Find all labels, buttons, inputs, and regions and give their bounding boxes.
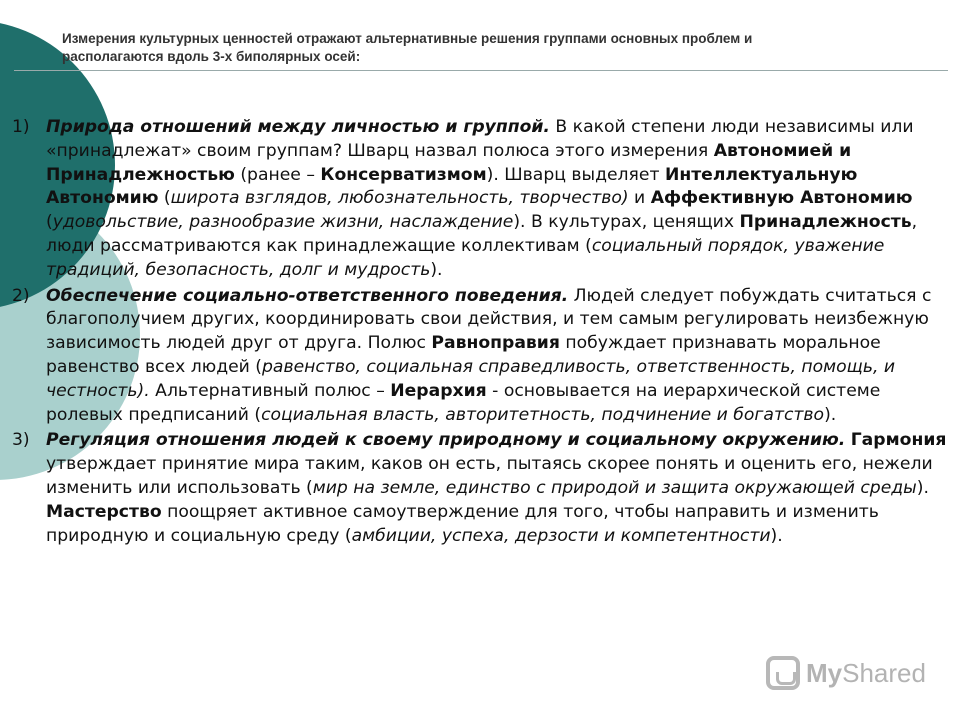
paragraph-3: [12, 429, 952, 548]
text-run: Регуляция отношения людей к своему природному и социальному окружению.: [46, 430, 846, 451]
text-run: Обеспечение социально-ответственного поведения.: [46, 285, 569, 306]
text-run: (: [158, 188, 171, 209]
text-run: поощряет активное самоутверждение для того, чтобы направить и изменить природную и социальную среду (: [46, 501, 879, 546]
slide-title-line-2: располагаются вдоль 3-х биполярных осей:: [62, 49, 361, 64]
text-run: ).: [824, 404, 837, 425]
paragraph-number: 3): [12, 430, 30, 451]
slide-title: [62, 30, 922, 66]
share-icon: [766, 656, 800, 690]
text-run: ).: [430, 259, 443, 280]
text-run: Иерархия: [390, 380, 487, 401]
watermark-brand-shared: Shared: [842, 657, 926, 688]
text-run: Альтернативный полюс –: [149, 380, 391, 401]
paragraph-number: 2): [12, 285, 30, 306]
text-run: Мастерство: [46, 501, 162, 522]
text-run: ). Шварц выделяет: [486, 164, 665, 185]
text-run: утверждает принятие мира таким, каков он есть, пытаясь скорее понять и оценить его, нежели изменить или использовать (: [46, 454, 933, 498]
watermark-brand-my: My: [806, 657, 843, 688]
text-run: ).: [916, 477, 929, 498]
paragraph-2: [12, 285, 952, 428]
text-run: Аффективную Автономию: [650, 188, 913, 209]
paragraph-1: [12, 116, 952, 283]
watermark-logo: [766, 656, 926, 690]
text-run: амбиции, успеха, дерзости и компетентности: [351, 525, 771, 546]
text-run: широта взглядов, любознательность, творчество): [170, 188, 629, 209]
slide-title-line-1: Измерения культурных ценностей отражают альтернативные решения группами основных проблем и: [62, 31, 753, 46]
text-run: Консерватизмом: [320, 164, 487, 185]
text-run: Природа отношений между личностью и группой.: [46, 117, 550, 137]
text-run: Интеллектуальную Автономию: [46, 164, 858, 209]
text-run: удовольствие, разнообразие жизни, наслаждение: [52, 212, 514, 233]
slide-body: [12, 116, 952, 550]
text-run: социальный порядок, уважение традиций, безопасность, долг и мудрость: [46, 235, 885, 280]
text-run: равенство, социальная справедливость, ответственность, помощь, и честность).: [46, 356, 896, 401]
text-run: побуждает признавать моральное равенство всех людей (: [46, 333, 881, 377]
text-run: (ранее –: [234, 164, 321, 185]
text-run: мир на земле, единство с природой и защита окружающей среды: [312, 477, 917, 498]
paragraph-text: [46, 286, 931, 425]
text-run: , люди рассматриваются как принадлежащие коллективам (: [46, 212, 918, 256]
title-divider: [14, 70, 948, 71]
text-run: Людей следует побуждать считаться с благополучием других, координировать свои действия, и тем самым регулировать неизбежную зависимость людей друг от друга. Полюс: [46, 285, 932, 354]
text-run: - основывается на иерархической системе ролевых предписаний (: [46, 380, 881, 425]
paragraph-text: [46, 117, 917, 280]
paragraph-text: [46, 430, 946, 545]
watermark-text: [806, 658, 926, 689]
text-run: Равноправия: [431, 333, 560, 354]
text-run: Принадлежность: [739, 212, 912, 233]
text-run: и: [628, 188, 651, 209]
text-run: социальная власть, авторитетность, подчинение и богатство: [261, 404, 825, 425]
text-run: В какой степени люди независимы или «принадлежат» своим группам? Шварц назвал полюса этого измерения: [46, 117, 914, 161]
text-run: ). В культурах, ценящих: [513, 212, 740, 233]
text-run: ).: [770, 525, 783, 546]
text-run: (: [46, 212, 53, 233]
paragraph-number: 1): [12, 117, 30, 137]
text-run: Гармония: [850, 430, 947, 451]
text-run: Автономией и Принадлежностью: [46, 140, 852, 185]
